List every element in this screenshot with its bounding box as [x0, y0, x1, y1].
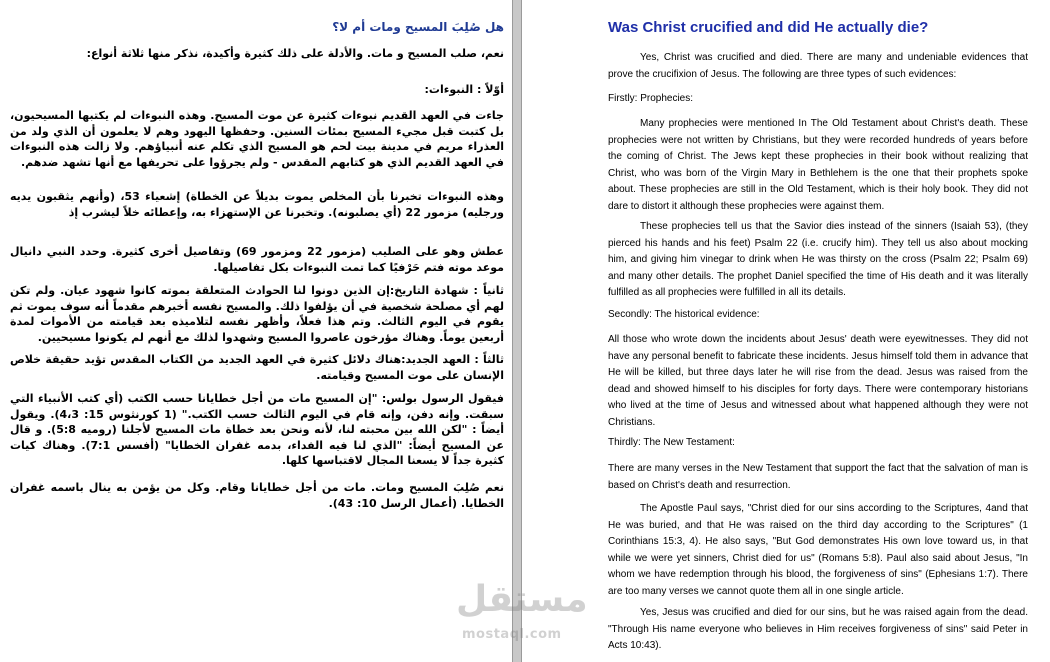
english-paragraph: Many prophecies were mentioned In The Old Testament about Christ's death. These prophecies were not written by Christians, but they were recorded hundreds of years before the coming of Christ. The Jews kept these prophecies in their book without realizing that Christ, who was born of the Virgin Mary in Bethlehem is the one that their prophets spoke about. These prophecies are still in the Old Testament, which is their holy book. They did not dare to distort it although these prophecies were against them. — [608, 118, 1028, 212]
arabic-intro: نعم، صلب المسيح و مات. والأدلة على ذلك كثيرة وأكيدة، نذكر منها ثلاثة أنواع: — [86, 47, 504, 60]
page-separator — [512, 0, 522, 662]
english-conclusion: Yes, Jesus was crucified and died for our sins, but he was raised again from the dead. "Through His name everyone who believes in Him receives forgiveness of sins" said Peter in Acts 10:43). — [608, 607, 1028, 652]
separator-edge — [512, 0, 513, 662]
watermark — [456, 578, 588, 650]
watermark-url: mostaql.com — [462, 627, 562, 642]
arabic-heading-prophecies: أوّلاً : النبوءات: — [424, 83, 504, 96]
english-page — [522, 0, 1050, 662]
arabic-page — [0, 0, 512, 662]
arabic-heading-new-testament: ثالثاً : العهد الجديد:هناك دلائل كثيرة في العهد الجديد من الكتاب المقدس تؤيد حقيقة خلاص الإنسان على موت المسيح وقيامته. — [10, 353, 504, 382]
arabic-paragraph: جاءت في العهد القديم نبوءات كثيرة عن موت المسيح. وهذه النبوءات لم يكتبها المسيحيون، بل كتبت قبل مجيء المسيح بمئات السنين. وحفظها اليهود وهم لا يعلمون أن الذي ولد من العذراء مريم في مدينة بيت لحم هو المسيح الذي تكلم عنه أنبياؤهم. ولا زالت هذه النبوءات في العهد القديم الذي هو كتابهم المقدس - ولم يجرؤوا على تحريفها مع أنها تشهد ضدهم. — [10, 109, 504, 169]
watermark-logo: مستقل — [456, 579, 588, 620]
english-heading-history: Secondly: The historical evidence: — [608, 309, 760, 320]
english-title: Was Christ crucified and did He actually die? — [608, 19, 929, 36]
english-heading-prophecies: Firstly: Prophecies: — [608, 93, 694, 104]
english-paragraph: The Apostle Paul says, "Christ died for our sins according to the Scriptures, 4and that He was buried, and that He was raised on the third day according to the Scriptures" (1 Corinthians 15:3, 4). He also says, "But God demonstrates His own love toward us, in that while we were yet sinners, Christ died for us" (Romans 5:8). Paul also said about Jesus, "In whom we have redemption through his blood, the forgiveness of sins" (Ephesians 1:7). There are too many verses we cannot quote them all in one single article. — [608, 503, 1028, 597]
english-heading-new-testament: Thirdly: The New Testament: — [608, 437, 735, 448]
english-paragraph: There are many verses in the New Testament that support the fact that the salvation of man is based on Christ's death and resurrection. — [608, 463, 1028, 491]
arabic-conclusion: نعم صُلِبَ المسيح ومات. مات من أجل خطايانا وقام. وكل من يؤمن به ينال باسمه غفران الخطايا. (أعمال الرسل 10: 43). — [10, 481, 504, 510]
english-paragraph: These prophecies tell us that the Savior dies instead of the sinners (Isaiah 53), (they pierced his hands and his feet) Psalm 22 (i.e. crucify him). They tell us also about mocking him, and giving him vinegar to drink when He was thirsty on the cross (Psalm 22; Psalm 69) and many other details. The prophet Daniel specified the time of His death and it was literally fulfilled as all prophecies were fulfilled in all its details. — [608, 221, 1028, 299]
arabic-paragraph: عطش وهو على الصليب (مزمور 22 ومزمور 69) وتفاصيل أخرى كثيرة. وحدد النبي دانيال موعد موته فتم حَرْفيًا كما تمت النبوءات بكل تفاصيلها. — [10, 245, 504, 274]
arabic-paragraph: فيقول الرسول بولس: "إن المسيح مات من أجل خطايانا حسب الكتب (أي كتب الأنبياء التي سبقت. وإنه دفن، وإنه قام في اليوم الثالث حسب الكتب." (1 كورنثوس 15: 4،3). ويقول أيضاً : "لكن الله بين محبته لنا، لأنه ونحن بعد خطاة مات المسيح لأجلنا (روميه 5:8). و قال عن المسيح أيضاً: "الذي لنا فيه الفداء، بدمه غفران الخطايا" (أفسس 7:1). وهناك كيات كثيرة جداً لا يسعنا المجال لاقتباسها كلها. — [10, 392, 504, 467]
arabic-heading-history: ثانياً : شهادة التاريخ:إن الذين دونوا لنا الحوادث المتعلقة بموته كانوا شهود عيان. ولم تكن لهم أي مصلحة شخصية في أن يؤلفوا ذلك. والمسيح نفسه أخبرهم مقدماً أنه سوف يموت ثم يقوم في اليوم الثالث. وتم هذا فعلاً، وأظهر نفسه لتلاميذه بعد قيامته من الأموات لمدة أربعين يوماً. وهناك مؤرخون عاصروا المسيح وشهدوا لذلك مع أنهم لم يكونوا مسيحيين. — [10, 284, 504, 344]
arabic-title: هل صُلِبَ المسيح ومات أم لا؟ — [332, 20, 504, 34]
english-intro: Yes, Christ was crucified and died. There are many and undeniable evidences that prove the crucifixion of Jesus. The following are three types of such evidences: — [608, 52, 1028, 80]
english-paragraph: All those who wrote down the incidents about Jesus' death were eyewitnesses. They did not have any personal benefit to fabricate these incidents. Jesus himself told them in advance that He will be killed, but three days later he will rise from the dead. Jesus was raised from the dead and showed himself to his disciples for forty days. There were contemporary historians who lived at the time of Jesus and witnessed about what happened although they were not Christians. — [608, 334, 1028, 428]
arabic-paragraph: وهذه النبوءات تخبرنا بأن المخلص يموت بديلاً عن الخطاة) إشعياء 53، (وأنهم يثقبون يديه ورجليه) مزمور 22 (أي يصلبونه). وتخبرنا عن الإستهزاء به، وإعطائه خلاً ليشرب إذ — [10, 190, 505, 219]
